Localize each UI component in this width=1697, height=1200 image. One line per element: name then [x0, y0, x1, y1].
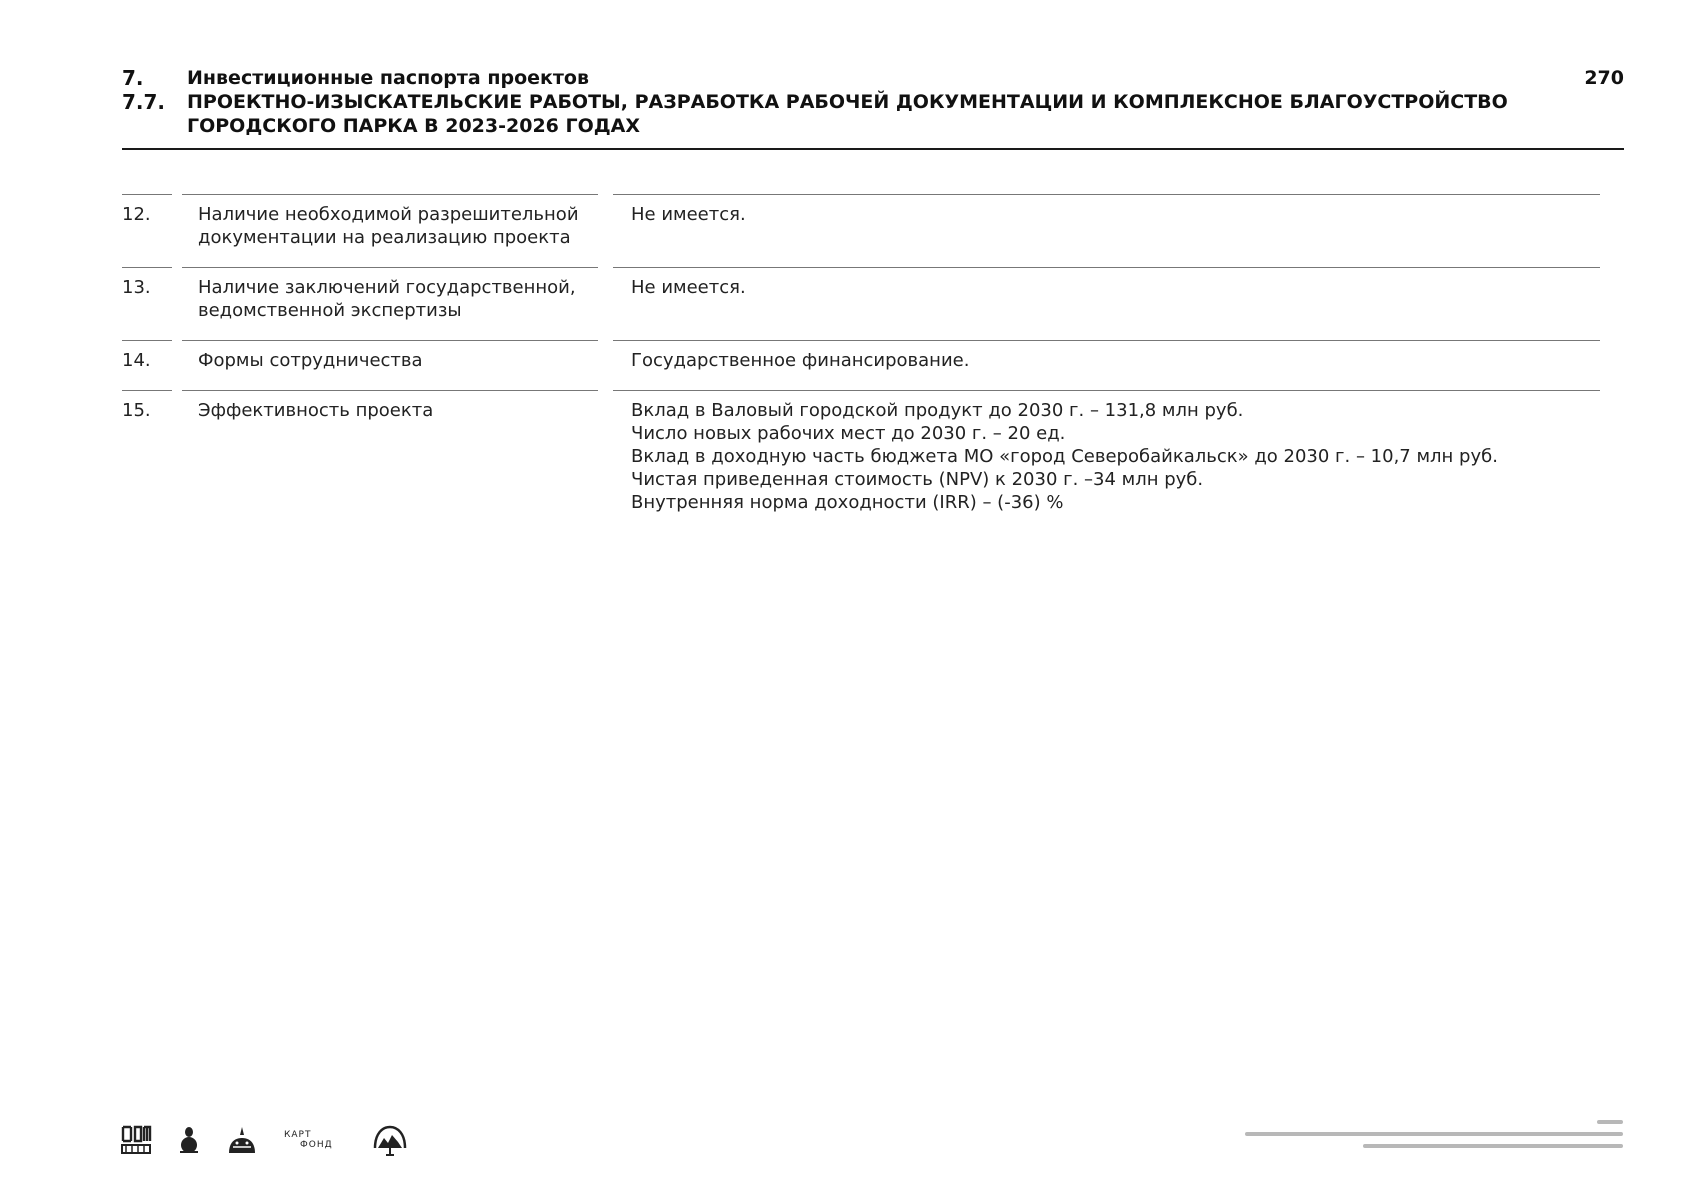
row-value	[631, 267, 1600, 317]
subsection-title: ПРОЕКТНО-ИЗЫСКАТЕЛЬСКИЕ РАБОТЫ, РАЗРАБОТКА РАБОЧЕЙ ДОКУМЕНТАЦИИ И КОМПЛЕКСНОЕ БЛАГОУСТРОЙСТВО ГОРОДСКОГО ПАРКА В 2023-2026 ГОДАХ	[187, 91, 1508, 137]
tent-landscape-logo-icon	[226, 1125, 258, 1155]
kartfond-logo-top: КАРТ	[284, 1130, 312, 1140]
section-heading	[122, 66, 1624, 90]
section-title: Инвестиционные паспорта проектов	[187, 67, 590, 89]
row-divider	[122, 194, 172, 195]
building-logo-icon	[120, 1125, 152, 1155]
row-divider	[613, 390, 1600, 391]
row-value	[631, 340, 1600, 390]
row-label: Эффективность проекта	[198, 400, 434, 421]
row-number: 14.	[122, 350, 151, 371]
row-value-line: Число новых рабочих мест до 2030 г. – 20 ед.	[631, 423, 1066, 444]
page-number: 270	[1584, 67, 1624, 89]
row-number: 15.	[122, 400, 151, 421]
row-divider	[122, 340, 172, 341]
row-divider	[613, 267, 1600, 268]
row-divider	[182, 194, 598, 195]
passport-table	[122, 194, 1600, 532]
row-divider	[613, 340, 1600, 341]
table-row	[122, 340, 1600, 390]
mountain-arch-logo-icon	[372, 1124, 408, 1156]
row-label: Наличие необходимой разрешительной документации на реализацию проекта	[198, 204, 579, 248]
row-divider	[613, 194, 1600, 195]
footer-credits-text	[1245, 1118, 1625, 1154]
kartfond-logo	[284, 1130, 346, 1150]
kartfond-logo-bottom: ФОНД	[300, 1140, 333, 1150]
row-value-line: Государственное финансирование.	[631, 350, 970, 371]
row-value	[631, 390, 1600, 532]
row-number: 12.	[122, 204, 151, 225]
row-divider	[182, 267, 598, 268]
row-value-line: Внутренняя норма доходности (IRR) – (-36) %	[631, 492, 1064, 513]
subsection-number: 7.7.	[122, 90, 166, 114]
drop-figure-logo-icon	[178, 1125, 200, 1155]
table-row	[122, 267, 1600, 340]
row-value-line: Не имеется.	[631, 277, 746, 298]
section-number: 7.	[122, 66, 144, 90]
row-label: Формы сотрудничества	[198, 350, 423, 371]
table-row	[122, 390, 1600, 532]
row-divider	[122, 390, 172, 391]
row-value-line: Вклад в Валовый городской продукт до 2030 г. – 131,8 млн руб.	[631, 400, 1244, 421]
row-divider	[122, 267, 172, 268]
row-value-line: Чистая приведенная стоимость (NPV) к 2030 г. –34 млн руб.	[631, 469, 1204, 490]
table-row	[122, 194, 1600, 267]
header-divider	[122, 148, 1624, 150]
footer-logos	[120, 1124, 408, 1156]
row-divider	[182, 340, 598, 341]
page-header	[122, 66, 1624, 138]
row-label: Наличие заключений государственной, ведомственной экспертизы	[198, 277, 576, 321]
row-value	[631, 194, 1600, 244]
row-divider	[182, 390, 598, 391]
row-value-line: Не имеется.	[631, 204, 746, 225]
row-value-line: Вклад в доходную часть бюджета МО «город Северобайкальск» до 2030 г. – 10,7 млн руб.	[631, 446, 1498, 467]
subsection-heading	[122, 90, 1624, 138]
row-number: 13.	[122, 277, 151, 298]
